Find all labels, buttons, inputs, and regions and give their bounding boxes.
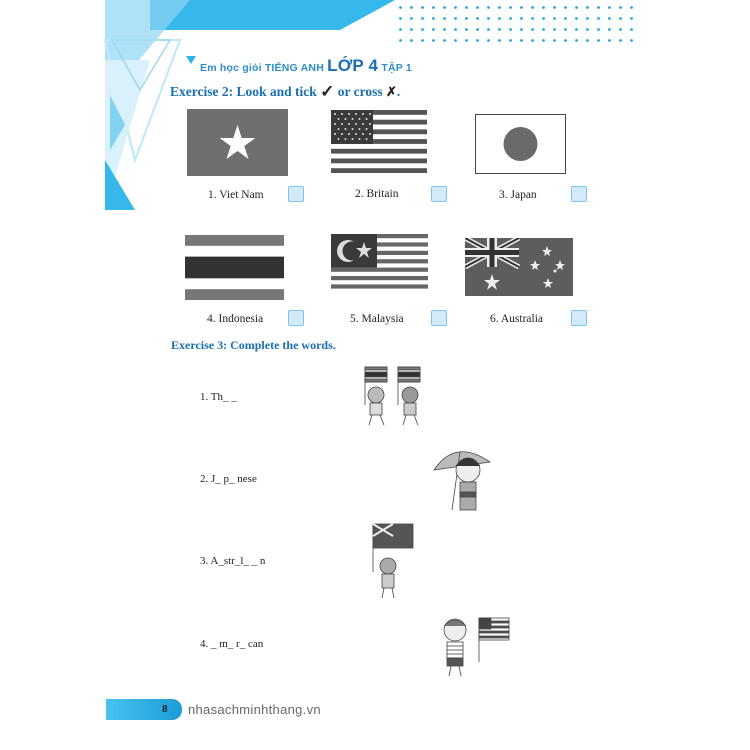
flag-label: 6. Australia: [490, 313, 544, 325]
american-boy-illustration: [437, 612, 512, 680]
exercise2-title-text: Exercise 2: Look and tick: [170, 84, 317, 99]
header-dots: [395, 2, 635, 47]
book-title-small: Em học giỏi TIẾNG ANH: [200, 62, 324, 74]
book-title: [200, 56, 412, 76]
checkbox-britain[interactable]: [431, 186, 447, 202]
thai-kids-illustration: [360, 365, 435, 430]
checkbox-japan[interactable]: [571, 186, 587, 202]
book-title-grade: LỚP 4: [327, 56, 379, 75]
word-prompt: 4. _ m_ r_ can: [200, 638, 264, 650]
flag-label: 4. Indonesia: [207, 313, 264, 325]
japan-flag: [475, 114, 566, 174]
exercise2-title-or: or cross: [337, 84, 383, 99]
website-url: nhasachminhthang.vn: [188, 702, 321, 717]
word-prompt: 2. J_ p_ nese: [200, 473, 257, 485]
footer-bar: [106, 699, 182, 720]
cross-icon: ✗: [386, 84, 397, 99]
exercise3-title: Exercise 3: Complete the words.: [171, 338, 336, 352]
flag-label: 1. Viet Nam: [208, 189, 264, 201]
word-prompt: 1. Th_ _: [200, 391, 237, 403]
australia-flag: [465, 238, 573, 296]
checkbox-vietnam[interactable]: [288, 186, 304, 202]
exercise2-title-dot: .: [396, 84, 401, 99]
australian-kid-illustration: [368, 522, 418, 600]
malaysia-flag: [331, 234, 428, 293]
page-number: 8: [162, 703, 168, 715]
flag-label: 5. Malaysia: [350, 313, 404, 325]
book-title-volume: TẬP 1: [381, 62, 412, 74]
flag-label: 3. Japan: [499, 189, 537, 201]
japanese-girl-illustration: [430, 440, 502, 518]
checkbox-australia[interactable]: [571, 310, 587, 326]
flag-label: 2. Britain: [355, 188, 399, 200]
indonesia-flag: [185, 235, 284, 300]
word-prompt: 3. A_str_l_ _ n: [200, 555, 266, 567]
title-marker-icon: [186, 56, 196, 64]
checkbox-indonesia[interactable]: [288, 310, 304, 326]
checkbox-malaysia[interactable]: [431, 310, 447, 326]
exercise2-title: [170, 82, 400, 102]
tick-icon: ✓: [320, 82, 335, 101]
britain-flag: [331, 110, 427, 173]
vietnam-flag: [187, 109, 288, 176]
